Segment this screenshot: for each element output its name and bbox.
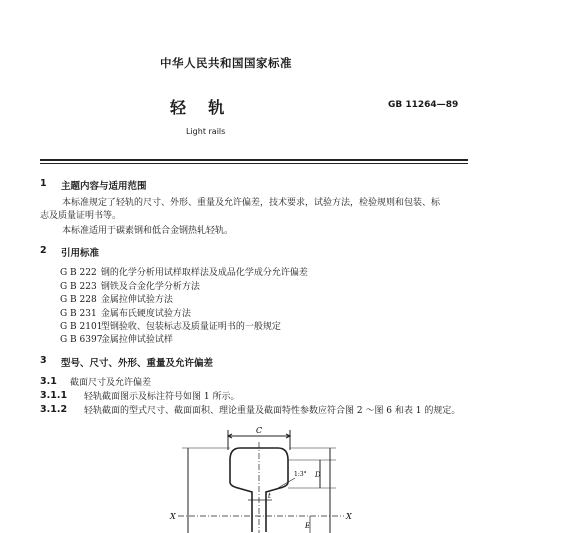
reference-code: G B 6397 xyxy=(60,335,103,345)
standard-code: GB 11264—89 xyxy=(388,100,459,110)
reference-item xyxy=(60,293,173,307)
header-rule-thick xyxy=(40,159,468,161)
section-1-title: 主题内容与适用范围 xyxy=(61,181,147,192)
reference-item xyxy=(60,320,281,334)
reference-item xyxy=(60,333,173,347)
reference-title: 钢铁及合金化学分析方法 xyxy=(100,282,200,292)
label-e: E xyxy=(305,522,311,530)
section-2-title: 引用标准 xyxy=(61,248,100,259)
clause-3-1-2-text: 轻轨截面的型式尺寸、截面面积、理论重量及截面特性参数应符合图 2 ～图 6 和表 1 的规定。 xyxy=(84,406,461,416)
section-1-paragraph-line2: 志及质量证明书等。 xyxy=(40,211,122,221)
rail-cross-section-figure xyxy=(160,420,380,533)
label-d: D xyxy=(315,471,321,479)
reference-code: G B 2101 xyxy=(60,322,103,332)
header-rule-thin xyxy=(40,163,468,164)
label-t: t xyxy=(268,492,271,500)
section-3-title: 型号、尺寸、外形、重量及允许偏差 xyxy=(61,358,214,369)
clause-3-1-1-number: 3.1.1 xyxy=(40,390,68,401)
document-title: 轻 轨 xyxy=(170,98,225,117)
section-2-number: 2 xyxy=(40,245,47,256)
reference-title: 金属拉伸试验试样 xyxy=(100,335,173,345)
reference-title: 金属拉伸试验方法 xyxy=(100,295,173,305)
reference-code: G B 223 xyxy=(60,282,97,292)
section-1-paragraph-line1: 本标准规定了轻轨的尺寸、外形、重量及允许偏差，技术要求，试验方法，检验规则和包装、标 xyxy=(62,198,441,208)
reference-item xyxy=(60,307,191,321)
section-1-paragraph-2: 本标准适用于碳素钢和低合金钢热轧轻轨。 xyxy=(62,226,234,236)
clause-3-1-2-number: 3.1.2 xyxy=(40,404,68,415)
reference-title: 金属布氏硬度试验方法 xyxy=(100,309,191,319)
english-title: Light rails xyxy=(186,127,226,136)
reference-item xyxy=(60,280,200,294)
reference-item xyxy=(60,266,308,280)
label-x-right: X xyxy=(346,512,352,521)
reference-title: 型钢验收、包装标志及质量证明书的一般规定 xyxy=(100,322,281,332)
label-c: C xyxy=(256,426,263,435)
clause-3-1-number: 3.1 xyxy=(40,376,57,387)
clause-3-1-1-text: 轻轨截面图示及标注符号如图 1 所示。 xyxy=(84,392,240,402)
section-3-number: 3 xyxy=(40,355,47,366)
reference-code: G B 222 xyxy=(60,268,97,278)
reference-code: G B 228 xyxy=(60,295,97,305)
label-angle: 1:3° xyxy=(294,471,307,478)
angle-line xyxy=(278,478,295,488)
section-1-number: 1 xyxy=(40,178,47,189)
reference-title: 钢的化学分析用试样取样法及成品化学成分允许偏差 xyxy=(100,268,308,278)
reference-code: G B 231 xyxy=(60,309,97,319)
national-standard-heading: 中华人民共和国国家标准 xyxy=(160,56,292,70)
clause-3-1-text: 截面尺寸及允许偏差 xyxy=(70,378,152,388)
label-x-left: X xyxy=(170,512,176,521)
